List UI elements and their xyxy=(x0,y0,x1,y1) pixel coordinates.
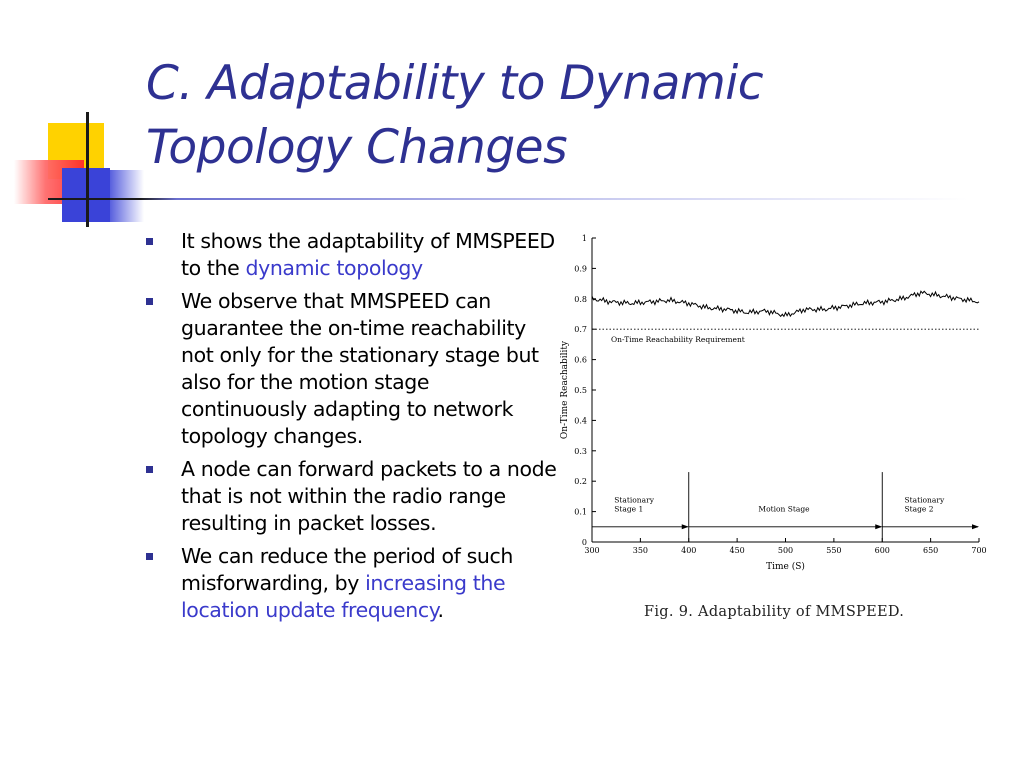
reachability-chart xyxy=(554,228,994,598)
x-tick-label: 300 xyxy=(584,546,600,555)
x-tick-label: 400 xyxy=(681,546,697,555)
stage-label: Stationary xyxy=(904,495,945,505)
bullet-item xyxy=(140,228,560,282)
arrow-head-icon xyxy=(682,524,689,529)
bullet-item xyxy=(140,456,560,537)
chart-axes xyxy=(560,234,987,572)
bullet-item xyxy=(140,288,560,450)
bullet-text: We observe that MMSPEED can guarantee the on-time reachability not only for the stationary stage but also for the motion stage continuously adapting to network topology changes. xyxy=(181,289,539,448)
bullet-text: It shows the adaptability of MMSPEED to the xyxy=(181,229,555,280)
decor-vertical-line xyxy=(86,112,89,227)
figure-caption: Fig. 9. Adaptability of MMSPEED. xyxy=(644,604,905,620)
arrow-head-icon xyxy=(875,524,882,529)
series-line xyxy=(592,291,979,316)
y-tick-label: 0 xyxy=(581,538,587,547)
y-tick-label: 0.2 xyxy=(574,477,587,487)
x-axis-label: Time (S) xyxy=(766,562,805,572)
x-tick-label: 500 xyxy=(777,546,794,555)
bullet-square-icon xyxy=(146,298,153,305)
bullet-square-icon xyxy=(146,553,153,560)
stage-label: Stage 2 xyxy=(904,504,934,514)
x-tick-label: 700 xyxy=(971,546,987,555)
arrow-head-icon xyxy=(972,524,979,529)
bullet-square-icon xyxy=(146,238,153,245)
bullet-text: We can reduce the period of such misforwarding, by xyxy=(181,544,513,595)
y-tick-label: 1 xyxy=(581,234,587,243)
slide-title-line-2: Topology Changes xyxy=(146,120,568,175)
y-tick-label: 0.6 xyxy=(574,355,587,365)
bullet-item xyxy=(140,543,560,624)
x-tick-label: 350 xyxy=(632,546,649,555)
bullet-text: . xyxy=(437,598,444,622)
y-tick-label: 0.9 xyxy=(574,264,587,274)
y-tick-label: 0.7 xyxy=(574,325,587,335)
chart-marks xyxy=(592,291,979,542)
bullet-highlight-text: dynamic topology xyxy=(245,256,423,280)
bullet-square-icon xyxy=(146,466,153,473)
stage-label: Stage 1 xyxy=(614,504,644,514)
decor-horizontal-line xyxy=(48,198,968,200)
bullet-text: A node can forward packets to a node that is not within the radio range resulting in packet losses. xyxy=(181,457,557,535)
x-tick-label: 650 xyxy=(922,546,939,555)
y-tick-label: 0.1 xyxy=(574,507,587,517)
x-tick-label: 450 xyxy=(729,546,745,555)
y-tick-label: 0.4 xyxy=(574,416,587,426)
bullet-list xyxy=(140,228,560,630)
y-tick-label: 0.5 xyxy=(574,386,587,395)
bullet-highlight-text: increasing the location update frequency xyxy=(181,571,506,622)
slide-title xyxy=(146,52,1006,180)
stage-label: Motion Stage xyxy=(758,504,810,514)
stage-label: Stationary xyxy=(614,495,654,505)
slide-title-line-1: C. Adaptability to Dynamic xyxy=(146,56,764,111)
x-tick-label: 600 xyxy=(874,546,890,555)
y-tick-label: 0.3 xyxy=(574,446,587,456)
requirement-label: On-Time Reachability Requirement xyxy=(611,335,745,345)
y-axis-label: On-Time Reachability xyxy=(560,340,570,440)
x-tick-label: 550 xyxy=(826,546,842,555)
decor-blue-fade xyxy=(104,170,144,222)
y-tick-label: 0.8 xyxy=(574,294,587,304)
